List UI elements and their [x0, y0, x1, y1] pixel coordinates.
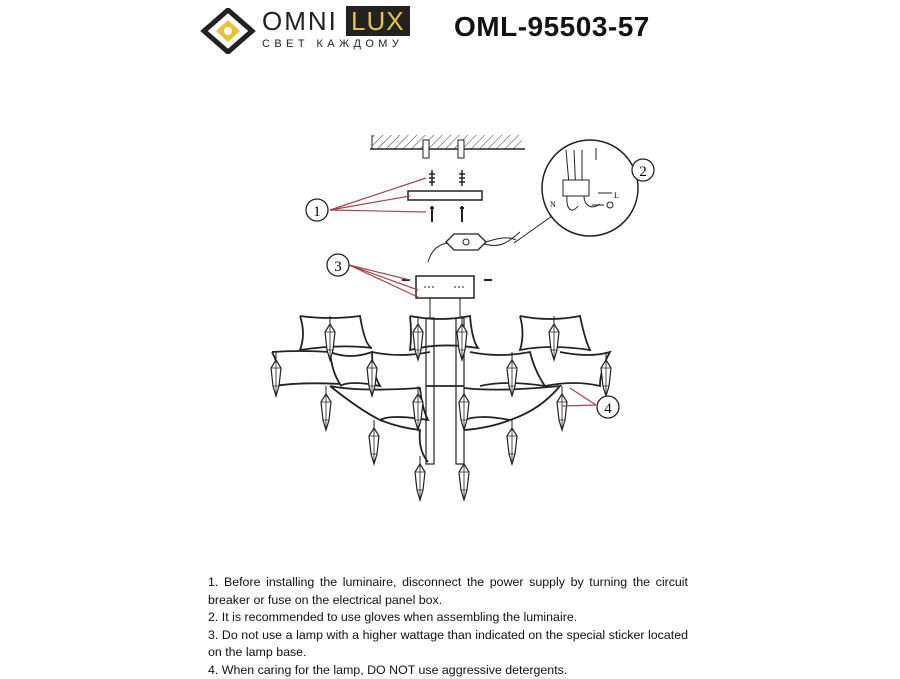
callout-1 [306, 199, 328, 221]
callout-4 [597, 396, 619, 418]
installation-notes [208, 574, 688, 679]
callout-2 [632, 159, 654, 181]
note-4: 4. When caring for the lamp, DO NOT use aggressive detergents. [208, 662, 688, 679]
note-1: 1. Before installing the luminaire, disconnect the power supply by turning the circuit breaker or fuse on the electrical panel box. [208, 574, 688, 609]
driver-unit [428, 232, 520, 262]
svg-text:1: 1 [313, 204, 321, 220]
brand-tagline: СВЕТ КАЖДОМУ [262, 38, 403, 50]
canopy-box [402, 276, 492, 318]
live-label: L [614, 191, 619, 200]
crystals [271, 316, 611, 500]
mounting-bar [408, 191, 482, 200]
callout-3 [327, 254, 349, 276]
ceiling [370, 135, 525, 158]
note-2: 2. It is recommended to use gloves when assembling the luminaire. [208, 609, 688, 627]
svg-text:4: 4 [604, 401, 612, 417]
chandelier-frame [272, 316, 610, 464]
svg-text:2: 2 [639, 164, 647, 180]
brand-name-lux: LUX [346, 6, 410, 36]
wiring-detail [514, 140, 638, 243]
svg-text:3: 3 [334, 259, 342, 275]
note-3: 3. Do not use a lamp with a higher wattage than indicated on the special sticker located on the lamp base. [208, 627, 688, 662]
neutral-label: N [550, 200, 556, 209]
brand-name-omni: OMNI [262, 6, 338, 37]
model-number: OML-95503-57 [454, 11, 650, 43]
